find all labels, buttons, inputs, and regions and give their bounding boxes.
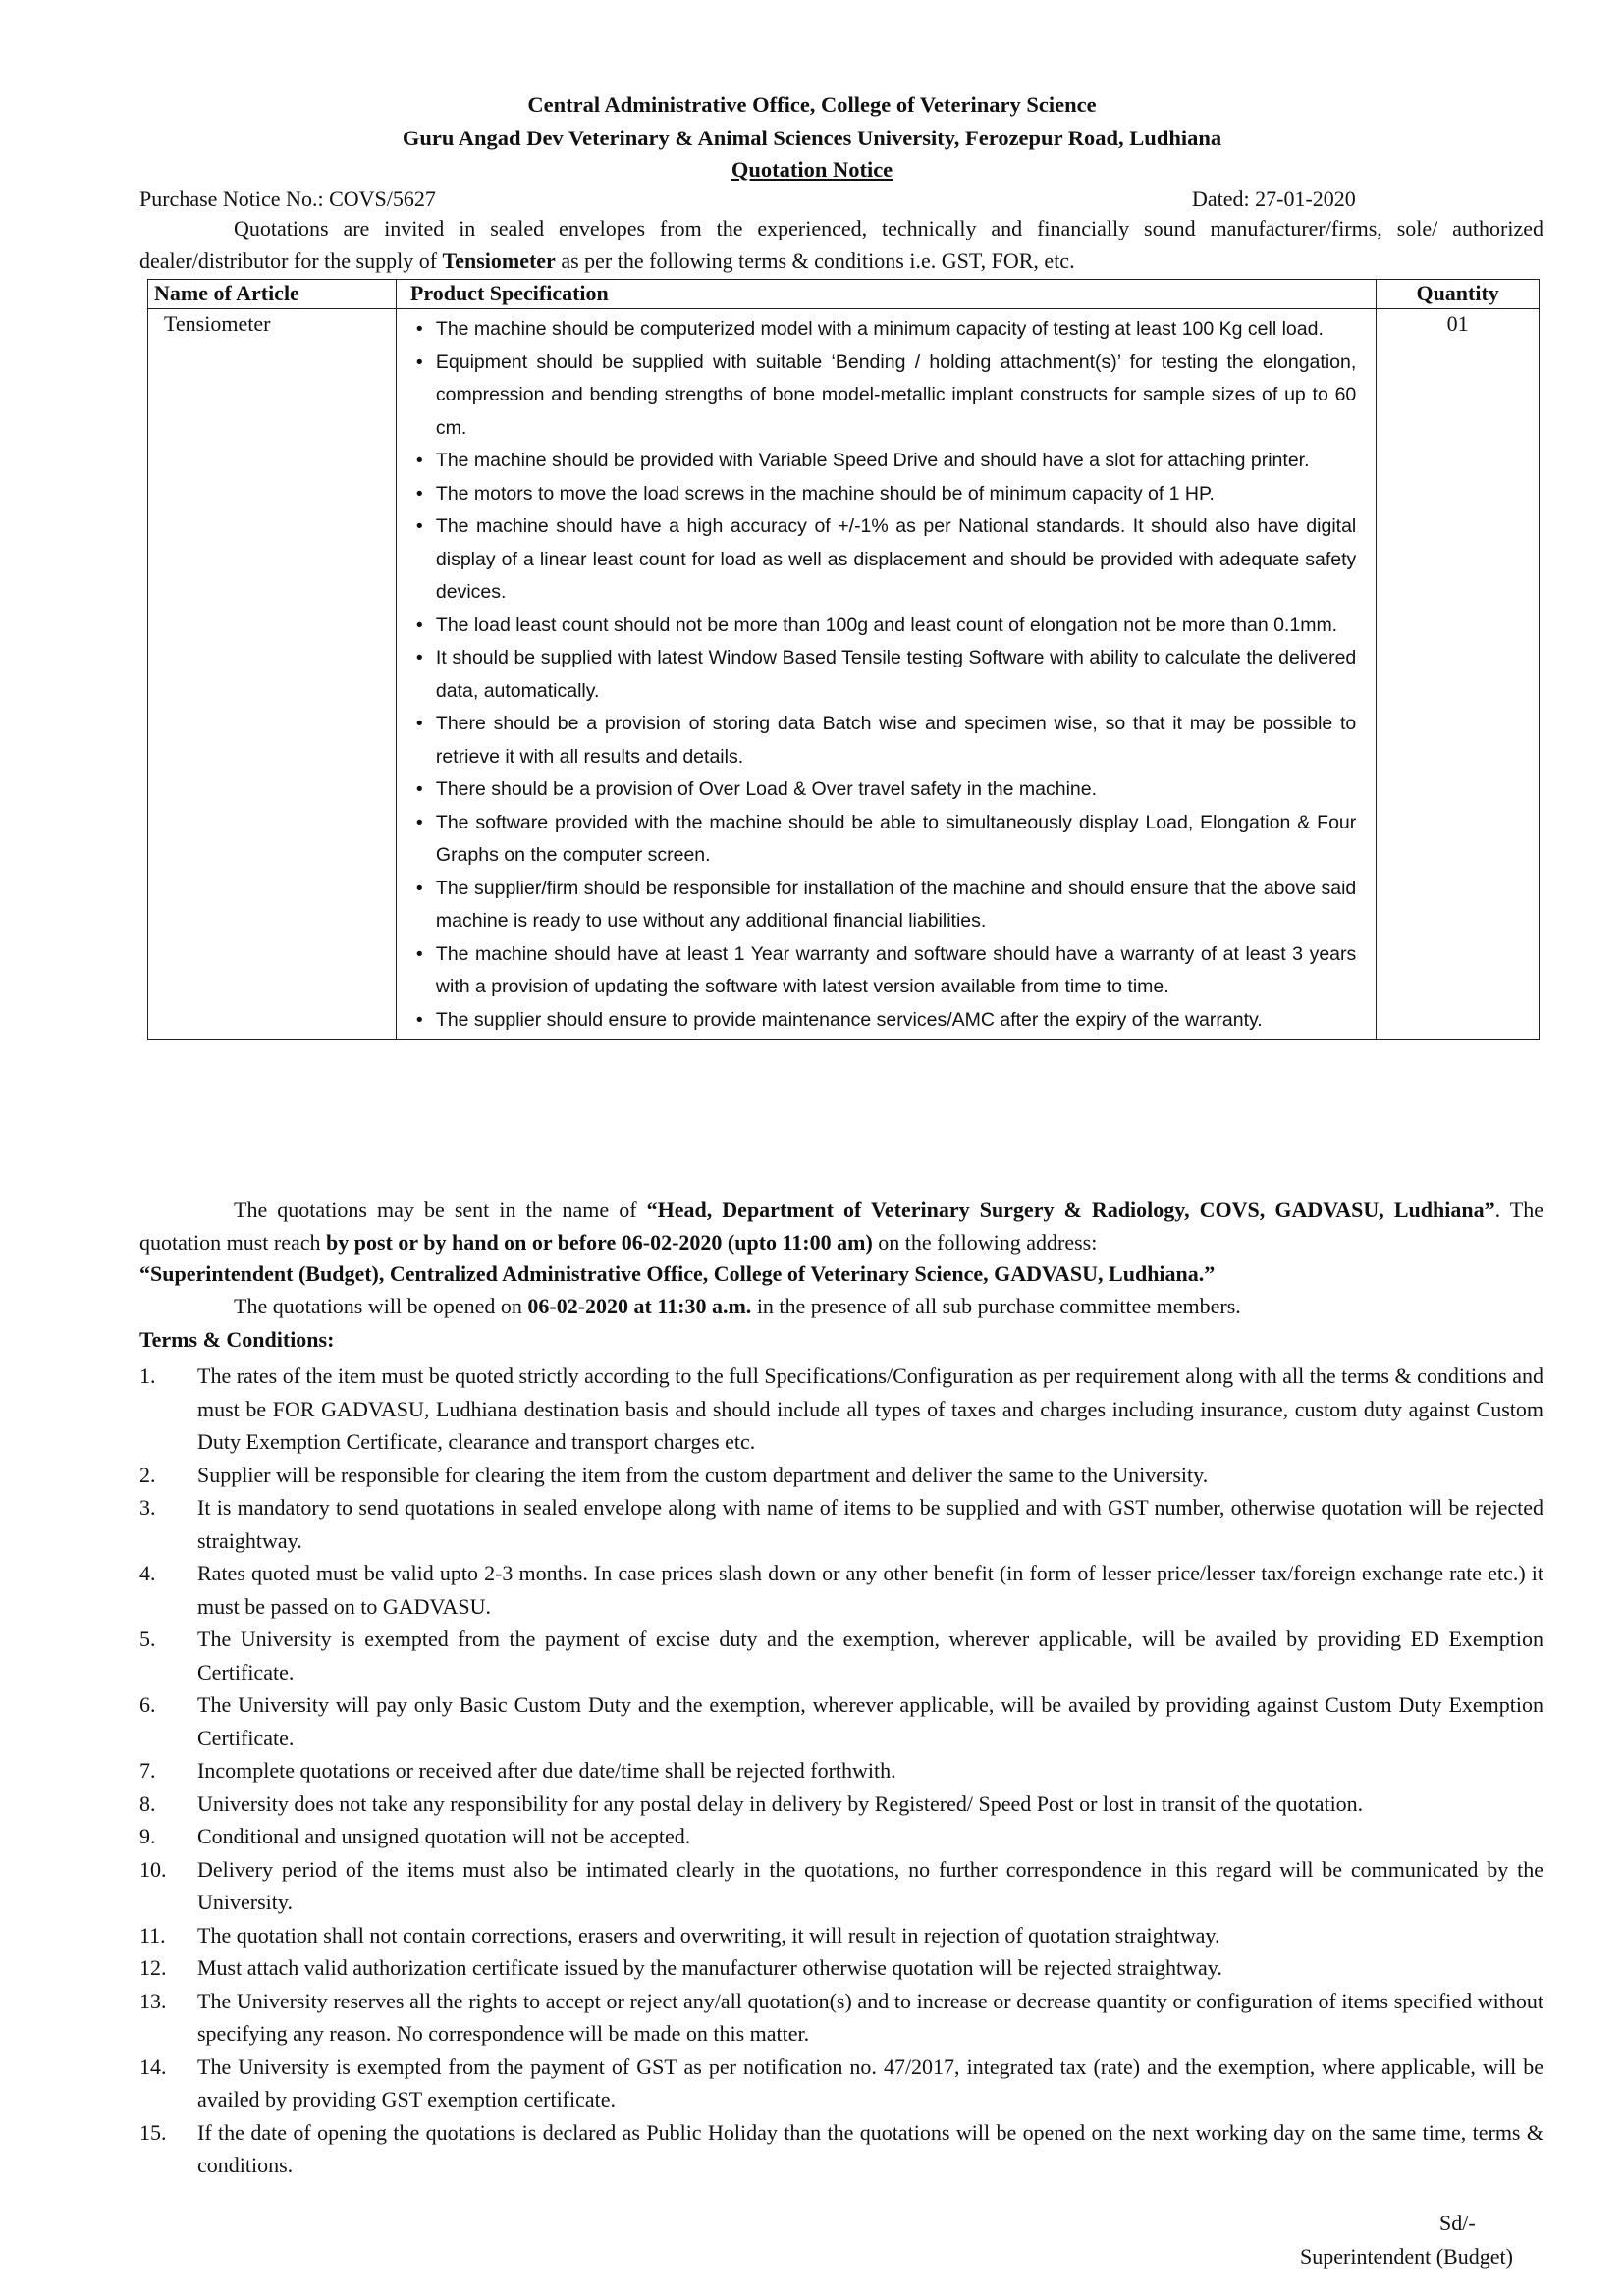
header-name-of-article: Name of Article — [148, 280, 397, 309]
specification-text: It should be supplied with latest Window Based Tensile testing Software with ability to calculate the delivered data, automatically. — [435, 647, 1357, 702]
specification-text: The software provided with the machine should be able to simultaneously display Load, Elongation & Four Graphs on the computer screen. — [435, 811, 1357, 866]
term-text: The University will pay only Basic Custom Duty and the exemption, wherever applicable, will be availed by providing against Custom Duty Exemption Certificate. — [197, 1692, 1543, 1750]
opening-text-c: in the presence of all sub purchase committee members. — [751, 1294, 1241, 1318]
list-item — [416, 445, 1356, 478]
purchase-notice-number — [139, 187, 436, 212]
terms-list — [139, 1360, 1543, 2182]
list-item — [416, 873, 1356, 938]
table-row — [148, 309, 1540, 1040]
bullet-icon: • — [415, 1008, 423, 1031]
specification-text: There should be a provision of storing data Batch wise and specimen wise, so that it may be possible to retrieve it with all results and details. — [435, 713, 1357, 768]
term-number: 9. — [139, 1824, 156, 1848]
specification-list — [416, 313, 1356, 1037]
list-item — [139, 1820, 1543, 1853]
list-item — [139, 1491, 1543, 1557]
list-item — [139, 2051, 1543, 2116]
quantity-value: 01 — [1377, 309, 1540, 1040]
university-heading: Guru Angad Dev Veterinary & Animal Sciences University, Ferozepur Road, Ludhiana — [402, 126, 1222, 150]
term-text: Conditional and unsigned quotation will not be accepted. — [197, 1824, 691, 1848]
list-item — [139, 1360, 1543, 1459]
submission-text-e: on the following address: — [872, 1230, 1098, 1255]
term-text: University does not take any responsibility for any postal delay in delivery by Registered/ Speed Post or lost in transit of the quotation. — [197, 1790, 1364, 1816]
list-item — [416, 642, 1356, 708]
specification-text: There should be a provision of Over Load & Over travel safety in the machine. — [435, 778, 1098, 800]
header-quantity: Quantity — [1377, 280, 1540, 309]
opening-datetime: 06-02-2020 at 11:30 a.m. — [527, 1294, 752, 1318]
term-text: Must attach valid authorization certificate issued by the manufacturer otherwise quotation will be rejected straightway. — [197, 1955, 1222, 1980]
list-item — [416, 774, 1356, 807]
intro-text-b: as per the following terms & conditions i.e. GST, FOR, etc. — [555, 248, 1075, 273]
specification-text: The supplier/firm should be responsible for installation of the machine and should ensure that the above said machine is ready to use without any additional financial liabilities. — [435, 877, 1357, 932]
list-item — [139, 2116, 1543, 2182]
specification-text: The supplier should ensure to provide maintenance services/AMC after the expiry of the warranty. — [435, 1008, 1263, 1031]
term-number: 4. — [139, 1561, 156, 1585]
bullet-icon: • — [415, 318, 423, 340]
bullet-icon: • — [415, 350, 423, 373]
bullet-icon: • — [415, 647, 423, 668]
list-item — [416, 347, 1356, 446]
list-item — [416, 313, 1356, 347]
term-text: Incomplete quotations or received after due date/time shall be rejected forthwith. — [197, 1758, 896, 1783]
intro-item-name: Tensiometer — [442, 248, 556, 273]
list-item — [416, 510, 1356, 610]
specification-text: The machine should have at least 1 Year warranty and software should have a warranty of at least 3 years with a provision of updating the software with latest version available from time to time. — [435, 942, 1357, 997]
notice-title: Quotation Notice — [731, 157, 893, 182]
purchase-notice-value: COVS/5627 — [329, 187, 436, 211]
term-number: 10. — [139, 1856, 167, 1882]
term-text: The rates of the item must be quoted strictly according to the full Specifications/Configuration as per requirement along with all the terms & conditions and must be FOR GADVASU, Ludhiana destination basis and should include all types of taxes and charges including insurance, custom duty against Custom Duty Exemption Certificate, clearance and transport charges etc. — [197, 1363, 1543, 1454]
submission-addressee: “Head, Department of Veterinary Surgery & Radiology, COVS, GADVASU, Ludhiana” — [646, 1198, 1495, 1222]
bullet-icon: • — [415, 811, 423, 833]
submission-text-c: . The quotation must reach — [139, 1198, 1543, 1255]
term-number: 2. — [139, 1462, 156, 1487]
term-text: The University reserves all the rights to accept or reject any/all quotation(s) and to increase or decrease quantity or configuration of items specified without specifying any reason. No correspondence will be made on this matter. — [197, 1988, 1543, 2046]
intro-paragraph — [139, 212, 1543, 277]
list-item — [416, 1004, 1356, 1038]
bullet-icon: • — [415, 713, 423, 734]
bullet-icon: • — [415, 877, 423, 899]
office-heading: Central Administrative Office, College of Veterinary Science — [527, 92, 1097, 117]
submission-address: “Superintendent (Budget), Centralized Administrative Office, College of Veterinary Science, GADVASU, Ludhiana.” — [139, 1261, 1216, 1286]
term-text: If the date of opening the quotations is declared as Public Holiday than the quotations will be opened on the next working day on the same time, terms & conditions. — [197, 2119, 1543, 2177]
list-item — [416, 807, 1356, 873]
list-item — [139, 1557, 1543, 1623]
list-item — [139, 1788, 1543, 1821]
term-number: 8. — [139, 1790, 156, 1816]
term-number: 14. — [139, 2054, 167, 2079]
bullet-icon: • — [415, 614, 423, 636]
specification-text: The machine should be provided with Variable Speed Drive and should have a slot for attaching printer. — [435, 450, 1310, 471]
intro-text-a: Quotations are invited in sealed envelopes from the experienced, technically and financially sound manufacturer/firms, sole/ authorized dealer/distributor for the supply of — [139, 216, 1543, 273]
term-number: 11. — [139, 1922, 166, 1948]
term-text: Supplier will be responsible for clearing the item from the custom department and deliver the same to the University. — [197, 1462, 1209, 1487]
term-text: Rates quoted must be valid upto 2-3 months. In case prices slash down or any other benefit (in form of lesser price/lesser tax/foreign exchange rate etc.) it must be passed on to GADVASU. — [197, 1561, 1543, 1619]
bullet-icon: • — [415, 450, 423, 471]
list-item — [139, 1951, 1543, 1985]
term-number: 3. — [139, 1495, 156, 1520]
term-number: 1. — [139, 1363, 156, 1388]
term-number: 12. — [139, 1955, 167, 1980]
list-item — [139, 1853, 1543, 1919]
submission-text-a: The quotations may be sent in the name of — [234, 1198, 647, 1222]
bullet-icon: • — [415, 942, 423, 965]
specification-text: The motors to move the load screws in the machine should be of minimum capacity of 1 HP. — [435, 482, 1215, 505]
terms-heading: Terms & Conditions: — [139, 1327, 335, 1352]
list-item — [139, 1688, 1543, 1754]
term-text: The University is exempted from the payment of GST as per notification no. 47/2017, integrated tax (rate) and the exemption, where applicable, will be availed by providing GST exemption certificate. — [197, 2054, 1543, 2111]
list-item — [139, 1985, 1543, 2051]
purchase-notice-label: Purchase Notice No.: — [139, 187, 330, 211]
list-item — [416, 478, 1356, 511]
bullet-icon: • — [415, 515, 423, 537]
signature-mark: Sd/- — [1439, 2211, 1476, 2235]
term-number: 6. — [139, 1692, 156, 1717]
list-item — [139, 1754, 1543, 1788]
submission-deadline: by post or by hand on or before 06-02-2020 (upto 11:00 am) — [326, 1230, 873, 1255]
list-item — [139, 1919, 1543, 1952]
term-text: It is mandatory to send quotations in sealed envelope along with name of items to be supplied and with GST number, otherwise quotation will be rejected straightway. — [197, 1495, 1543, 1553]
term-text: Delivery period of the items must also be intimated clearly in the quotations, no further correspondence in this regard will be communicated by the University. — [197, 1856, 1543, 1914]
specification-text: The load least count should not be more than 100g and least count of elongation not be more than 0.1mm. — [435, 614, 1338, 636]
bullet-icon: • — [415, 482, 423, 505]
header-product-specification: Product Specification — [396, 280, 1376, 309]
list-item — [416, 938, 1356, 1004]
submission-paragraph — [139, 1194, 1543, 1258]
list-item — [139, 1459, 1543, 1492]
specification-cell — [396, 309, 1376, 1040]
term-number: 7. — [139, 1758, 156, 1783]
list-item — [416, 708, 1356, 774]
opening-text-a: The quotations will be opened on — [234, 1294, 528, 1318]
specification-text: The machine should be computerized model with a minimum capacity of testing at least 100 Kg cell load. — [435, 318, 1324, 340]
bullet-icon: • — [415, 778, 423, 800]
article-name: Tensiometer — [148, 309, 397, 1040]
specification-text: Equipment should be supplied with suitable ‘Bending / holding attachment(s)’ for testing the elongation, compression and bending strengths of bone model-metallic implant constructs for sample sizes of up to 60 cm. — [435, 350, 1357, 439]
specification-table — [147, 279, 1540, 1040]
list-item — [139, 1623, 1543, 1688]
signatory-designation: Superintendent (Budget) — [1300, 2244, 1513, 2269]
term-number: 5. — [139, 1627, 156, 1651]
specification-text: The machine should have a high accuracy of +/-1% as per National standards. It should also have digital display of a linear least count for load as well as displacement and should be provided with adequate safety devices. — [435, 515, 1357, 603]
table-header-row — [148, 280, 1540, 309]
opening-paragraph — [234, 1294, 1241, 1319]
notice-date: Dated: 27-01-2020 — [1192, 187, 1356, 211]
term-text: The quotation shall not contain corrections, erasers and overwriting, it will result in rejection of quotation straightway. — [197, 1922, 1220, 1948]
term-number: 15. — [139, 2119, 167, 2145]
term-text: The University is exempted from the payment of excise duty and the exemption, wherever applicable, will be availed by providing ED Exemption Certificate. — [197, 1627, 1543, 1684]
term-number: 13. — [139, 1988, 167, 2013]
list-item — [416, 610, 1356, 643]
